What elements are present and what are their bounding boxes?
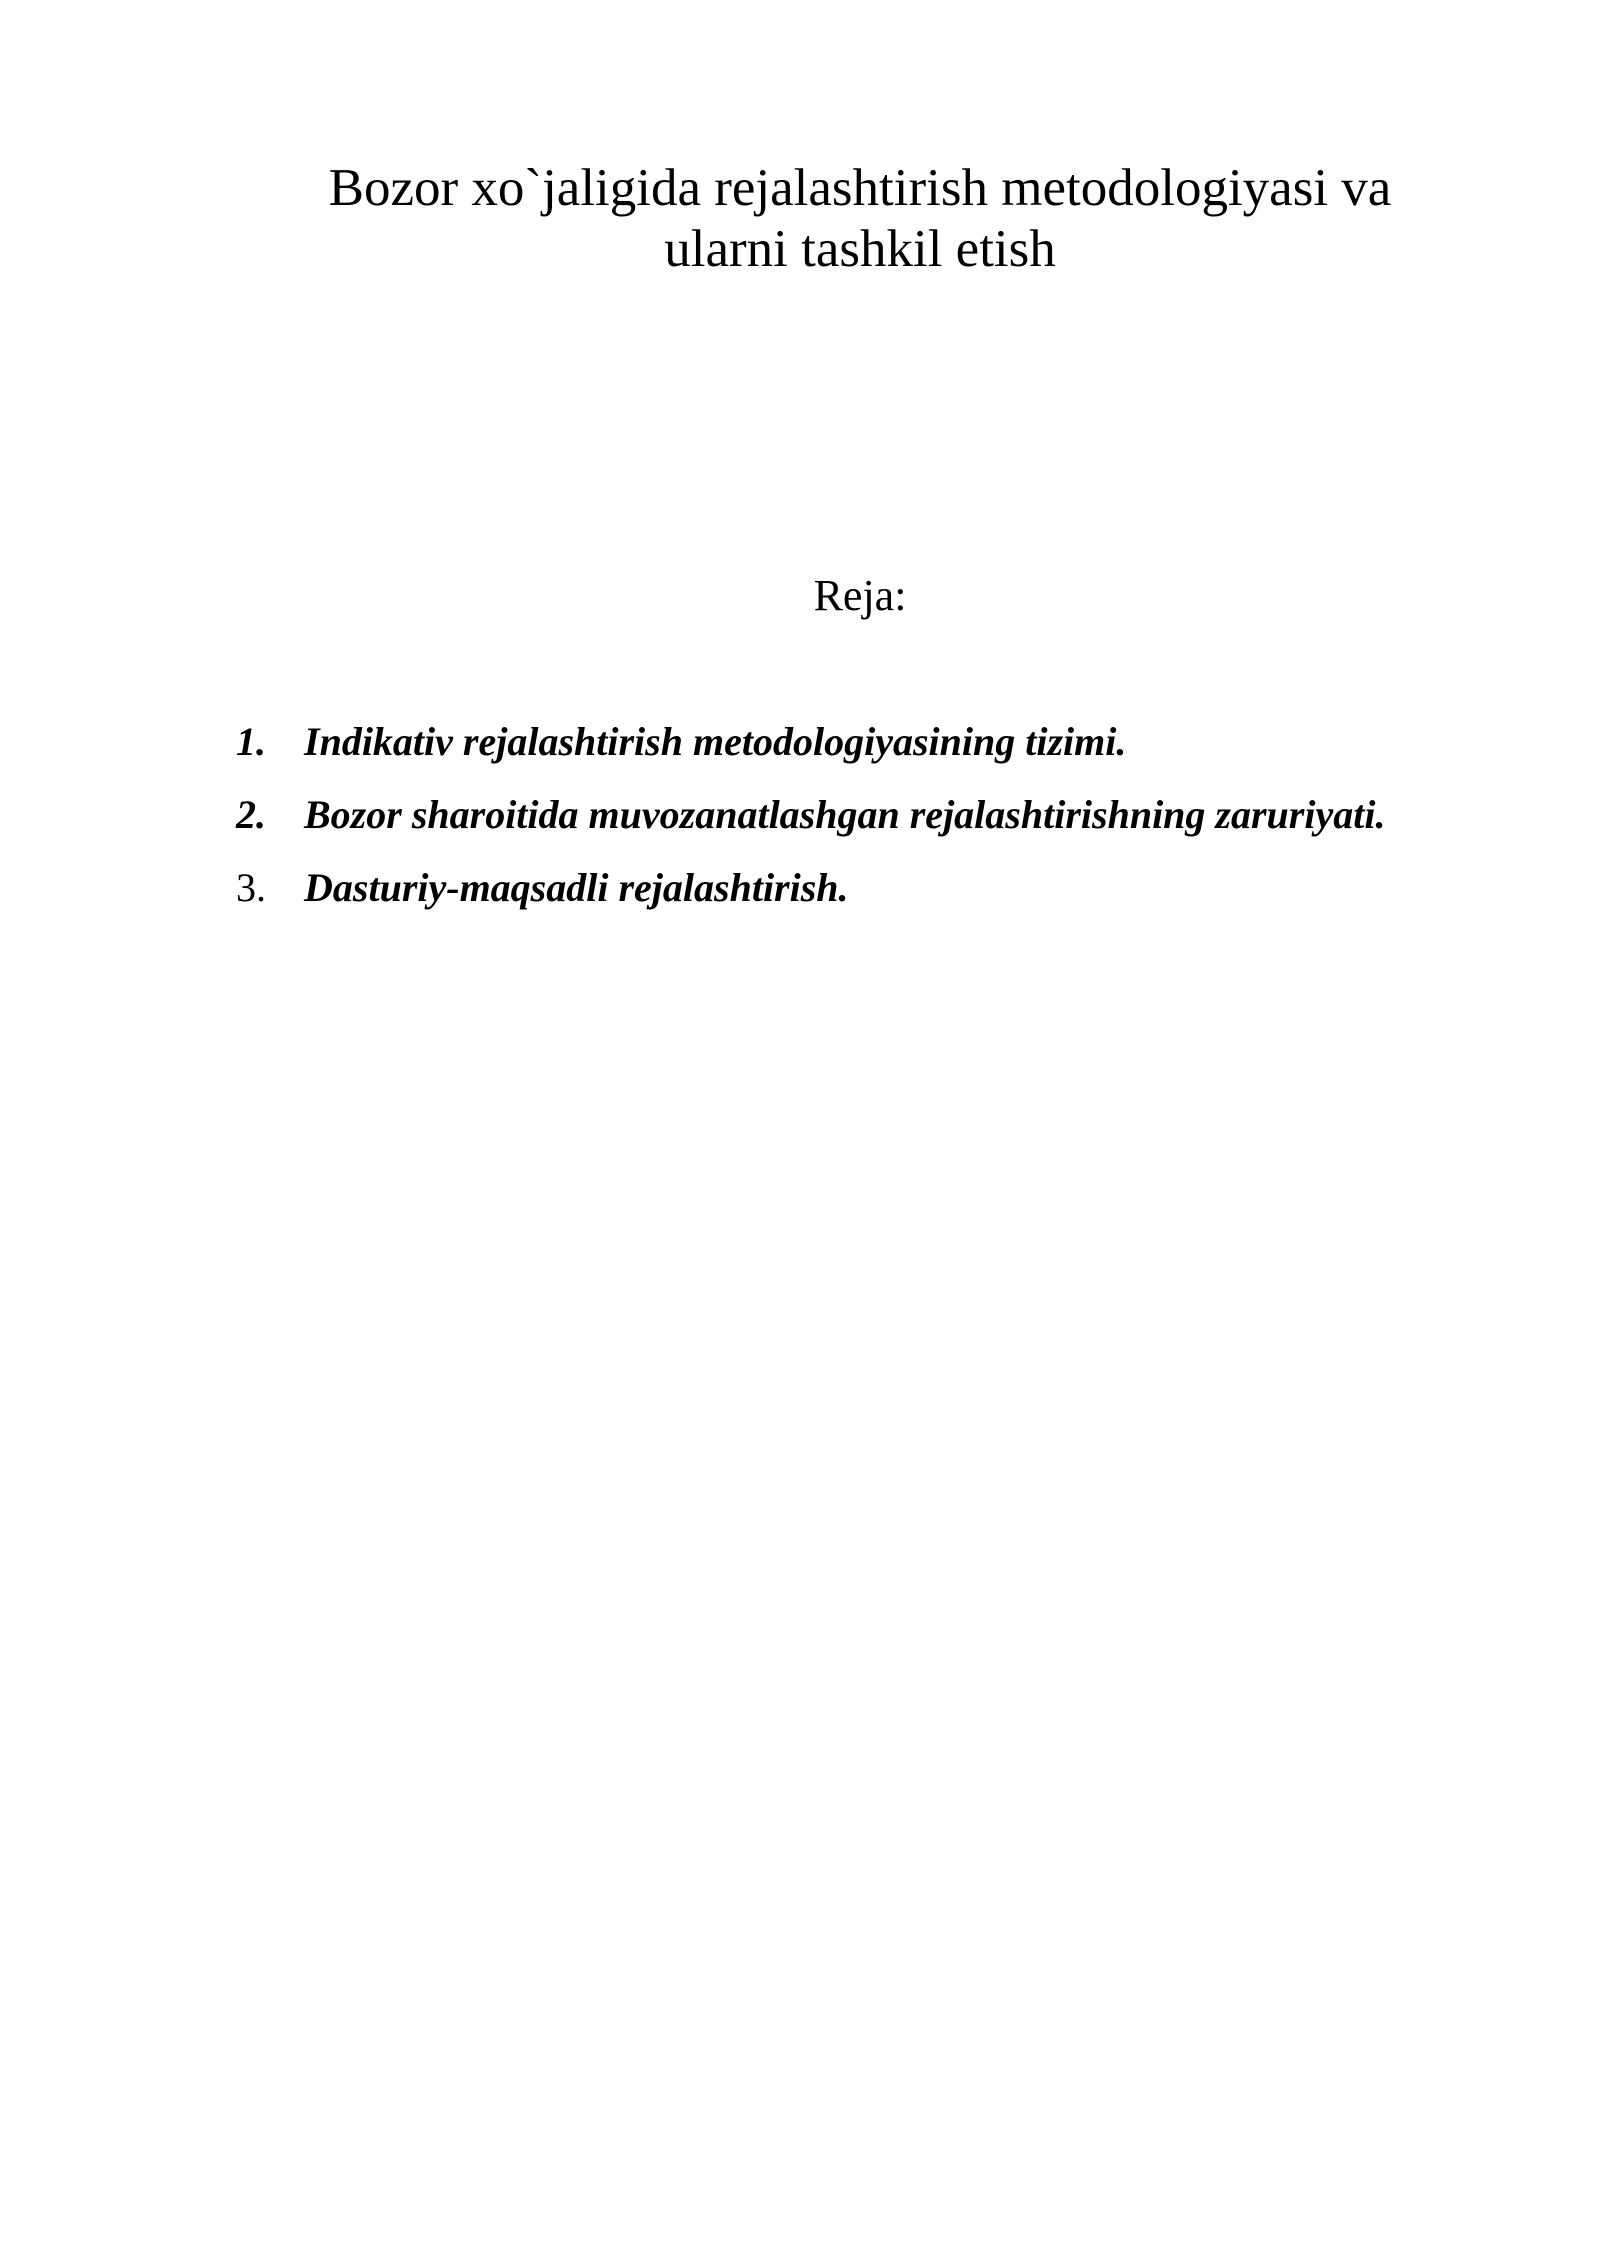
plan-item-number: 2.: [236, 792, 266, 837]
title-line-1: Bozor xo`jaligida rejalashtirish metodologiyasi va: [328, 159, 1392, 217]
plan-item-number: 3.: [236, 865, 266, 910]
plan-item-3: [236, 860, 1536, 933]
plan-item-text: Dasturiy-maqsadli rejalashtirish.: [304, 865, 849, 910]
plan-item-1: [236, 714, 1536, 787]
plan-item-2: [236, 787, 1536, 860]
plan-item-text: Indikativ rejalashtirish metodologiyasining tizimi.: [304, 719, 1127, 764]
plan-item-number: 1.: [236, 719, 266, 764]
plan-item-text: Bozor sharoitida muvozanatlashgan rejalashtirishning zaruriyati.: [304, 792, 1386, 837]
document-title: [200, 158, 1520, 280]
title-line-2: ularni tashkil etish: [664, 220, 1056, 278]
plan-list: [236, 714, 1536, 933]
plan-heading: Reja:: [813, 571, 907, 620]
